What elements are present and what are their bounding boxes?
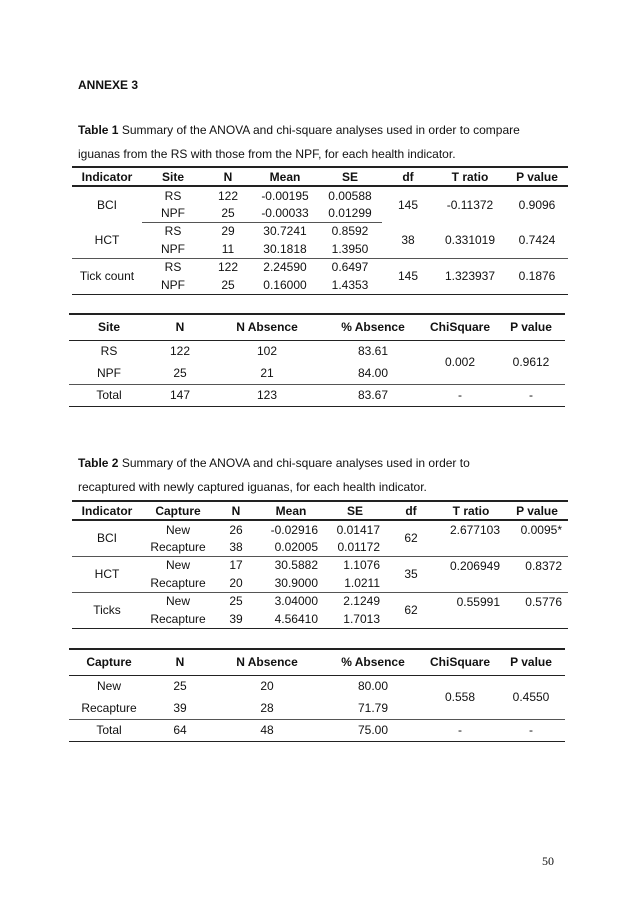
df-cell: 62: [386, 592, 436, 628]
se-cell: 0.6497: [331, 260, 369, 275]
mean-cell: 30.1818: [252, 240, 318, 258]
page-number: 50: [542, 854, 554, 868]
label-cell: New: [96, 679, 121, 694]
label-cell: RS: [100, 344, 118, 359]
n-absence-cell: 123: [211, 384, 323, 406]
n-cell: 25: [173, 679, 187, 694]
col-n: N: [204, 167, 252, 186]
table-row: [72, 556, 568, 574]
col-site: Site: [69, 314, 149, 340]
label-cell: NPF: [69, 362, 149, 384]
table1-caption-line2: iguanas from the RS with those from the NPF, for each health indicator.: [78, 147, 456, 161]
table-row: [69, 340, 565, 362]
mean-cell: -0.00195: [261, 188, 309, 203]
se-cell: 0.01172: [324, 538, 386, 556]
mean-cell: 4.56410: [258, 610, 324, 628]
se-cell: 1.0211: [324, 574, 386, 592]
table2-caption-text1: Summary of the ANOVA and chi-square analyses used in order to: [121, 456, 470, 470]
col-indicator: Indicator: [72, 501, 142, 520]
table2-caption-line2: recaptured with newly captured iguanas, for each health indicator.: [78, 480, 427, 494]
col-chisquare: ChiSquare: [423, 649, 497, 675]
col-chisquare: ChiSquare: [423, 314, 497, 340]
pct-absence-cell: 80.00: [357, 679, 389, 694]
table1-caption-text1: Summary of the ANOVA and chi-square analyses used in order to compare: [121, 123, 520, 137]
se-cell: 1.7013: [324, 610, 386, 628]
table-row: [69, 384, 565, 406]
n-absence-cell: 102: [256, 344, 278, 359]
col-capture: Capture: [142, 501, 214, 520]
n-cell: 25: [204, 276, 252, 294]
table2-anova-table: [72, 500, 568, 629]
pct-absence-cell: 84.00: [323, 362, 423, 384]
site-cell: RS: [164, 188, 182, 203]
capture-cell: New: [165, 558, 190, 573]
mean-cell: 30.9000: [258, 574, 324, 592]
col-n-absence: N Absence: [211, 649, 323, 675]
col-se: SE: [324, 501, 386, 520]
col-df: df: [382, 167, 434, 186]
n-cell: 26: [229, 522, 243, 537]
capture-cell: Recapture: [142, 610, 214, 628]
p-value-cell: 0.1876: [506, 258, 568, 294]
n-cell: 64: [149, 719, 211, 741]
pct-absence-cell: 83.61: [357, 344, 389, 359]
table2-chi-table: [69, 648, 565, 742]
se-cell: 0.01417: [336, 522, 380, 537]
site-cell: RS: [164, 260, 182, 275]
indicator-cell: Tick count: [72, 258, 142, 294]
table-header-row: [69, 649, 565, 675]
mean-cell: -0.00033: [252, 204, 318, 222]
table-row: [72, 258, 568, 276]
capture-cell: New: [165, 522, 190, 537]
table-header-row: [72, 501, 568, 520]
col-n: N: [214, 501, 258, 520]
mean-cell: 2.24590: [263, 260, 307, 275]
mean-cell: 30.7241: [263, 224, 307, 239]
se-cell: 0.00588: [328, 188, 372, 203]
site-cell: NPF: [142, 276, 204, 294]
n-cell: 20: [214, 574, 258, 592]
n-cell: 39: [149, 697, 211, 719]
se-cell: 1.4353: [318, 276, 382, 294]
col-t-ratio: T ratio: [436, 501, 506, 520]
chi-p-value-cell: 0.9612: [497, 340, 565, 384]
df-cell: 38: [382, 222, 434, 258]
col-p-value: P value: [506, 501, 568, 520]
table1-chi-table: [69, 313, 565, 407]
table-row: [72, 186, 568, 204]
n-absence-cell: 20: [260, 679, 274, 694]
col-se: SE: [318, 167, 382, 186]
capture-cell: Recapture: [142, 574, 214, 592]
n-cell: 122: [169, 344, 191, 359]
chisquare-cell: 0.002: [423, 340, 497, 384]
table1-caption-label: Table 1: [78, 123, 119, 137]
pct-absence-cell: 75.00: [323, 719, 423, 741]
chi-p-value-cell: -: [497, 719, 565, 741]
n-cell: 39: [214, 610, 258, 628]
table-header-row: [72, 167, 568, 186]
col-capture: Capture: [69, 649, 149, 675]
col-p-value: P value: [506, 167, 568, 186]
n-absence-cell: 28: [211, 697, 323, 719]
pct-absence-cell: 83.67: [323, 384, 423, 406]
df-cell: 145: [382, 258, 434, 294]
se-cell: 0.01299: [318, 204, 382, 222]
p-value-cell: 0.8372: [506, 556, 568, 592]
col-mean: Mean: [258, 501, 324, 520]
n-absence-cell: 48: [211, 719, 323, 741]
table2-caption-label: Table 2: [78, 456, 119, 470]
col-p-value: P value: [497, 649, 565, 675]
n-cell: 25: [149, 362, 211, 384]
df-cell: 35: [386, 556, 436, 592]
n-cell: 147: [149, 384, 211, 406]
col-df: df: [386, 501, 436, 520]
table-row: [72, 592, 568, 610]
site-cell: RS: [164, 224, 182, 239]
site-cell: NPF: [142, 240, 204, 258]
n-cell: 29: [221, 224, 235, 239]
mean-cell: 3.04000: [274, 594, 318, 609]
capture-cell: New: [165, 594, 190, 609]
col-pct-absence: % Absence: [323, 314, 423, 340]
table2-caption-line1: [78, 451, 562, 475]
t-ratio-cell: 2.677103: [436, 520, 506, 556]
indicator-cell: HCT: [72, 556, 142, 592]
p-value-cell: 0.0095*: [506, 520, 568, 556]
chi-p-value-cell: 0.4550: [497, 675, 565, 719]
col-site: Site: [142, 167, 204, 186]
col-n-absence: N Absence: [211, 314, 323, 340]
n-cell: 11: [204, 240, 252, 258]
n-absence-cell: 21: [211, 362, 323, 384]
indicator-cell: Ticks: [72, 592, 142, 628]
chisquare-cell: 0.558: [423, 675, 497, 719]
table-row: [69, 675, 565, 697]
se-cell: 0.8592: [331, 224, 369, 239]
p-value-cell: 0.7424: [506, 222, 568, 258]
se-cell: 1.3950: [318, 240, 382, 258]
label-cell: Total: [69, 719, 149, 741]
capture-cell: Recapture: [142, 538, 214, 556]
chi-p-value-cell: -: [497, 384, 565, 406]
chisquare-cell: -: [423, 384, 497, 406]
p-value-cell: 0.9096: [518, 197, 556, 212]
col-mean: Mean: [252, 167, 318, 186]
table-row: [69, 719, 565, 741]
label-cell: Recapture: [69, 697, 149, 719]
t-ratio-cell: 0.55991: [436, 592, 506, 628]
col-n: N: [149, 314, 211, 340]
table-row: [72, 520, 568, 538]
col-t-ratio: T ratio: [434, 167, 506, 186]
annexe-heading: ANNEXE 3: [78, 78, 139, 92]
mean-cell: -0.02916: [270, 522, 318, 537]
p-value-cell: 0.5776: [506, 592, 568, 628]
t-ratio-cell: -0.11372: [446, 197, 494, 212]
col-indicator: Indicator: [72, 167, 142, 186]
t-ratio-cell: 0.331019: [434, 222, 506, 258]
table1-caption-line1: [78, 118, 562, 142]
t-ratio-cell: 0.206949: [436, 556, 506, 592]
pct-absence-cell: 71.79: [323, 697, 423, 719]
indicator-cell: BCI: [72, 520, 142, 556]
label-cell: Total: [69, 384, 149, 406]
se-cell: 2.1249: [343, 594, 380, 609]
n-cell: 38: [214, 538, 258, 556]
indicator-cell: BCI: [96, 197, 117, 212]
df-cell: 62: [386, 520, 436, 556]
col-n: N: [149, 649, 211, 675]
site-cell: NPF: [142, 204, 204, 222]
n-cell: 122: [217, 260, 239, 275]
mean-cell: 0.02005: [258, 538, 324, 556]
table1-anova-table: [72, 166, 568, 295]
indicator-cell: HCT: [72, 222, 142, 258]
table-row: [72, 222, 568, 240]
col-pct-absence: % Absence: [323, 649, 423, 675]
mean-cell: 30.5882: [274, 558, 318, 573]
n-cell: 25: [229, 594, 243, 609]
n-cell: 17: [229, 558, 243, 573]
df-cell: 145: [397, 197, 419, 212]
col-p-value: P value: [497, 314, 565, 340]
n-cell: 122: [217, 188, 239, 203]
chisquare-cell: -: [423, 719, 497, 741]
table-header-row: [69, 314, 565, 340]
t-ratio-cell: 1.323937: [434, 258, 506, 294]
mean-cell: 0.16000: [252, 276, 318, 294]
n-cell: 25: [204, 204, 252, 222]
se-cell: 1.1076: [343, 558, 380, 573]
